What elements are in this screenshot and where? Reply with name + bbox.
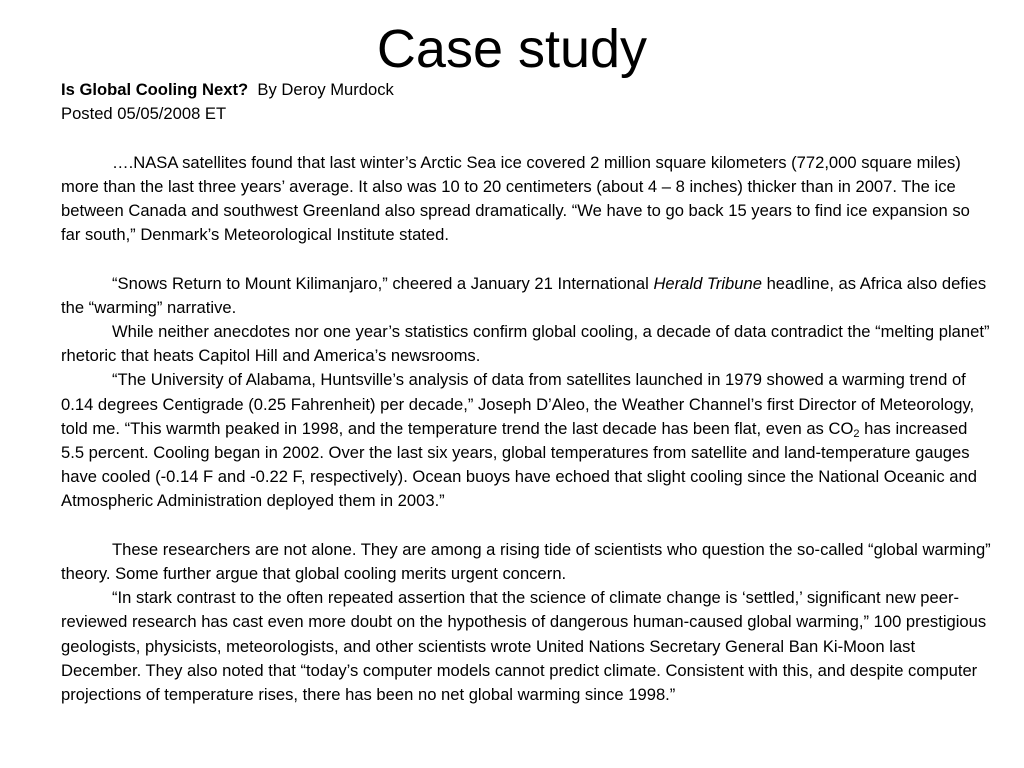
paragraph-nasa-satellites: ….NASA satellites found that last winter’s Arctic Sea ice covered 2 million square kilometers (772,000 square miles) more than the last three years’ average. It also was 10 to 20 centimeters (about 4 – 8 inches) thicker than in 2007. The ice between Canada and southwest Greenland also spread dramatically. “We have to go back 15 years to find ice expansion so far south,” Denmark’s Meteorological Institute stated. [61, 152, 970, 245]
paragraph-spacer [61, 514, 991, 538]
article-headline: Is Global Cooling Next? [61, 80, 249, 99]
paragraph-text: “Snows Return to Mount Kilimanjaro,” cheered a January 21 International [112, 273, 654, 293]
paragraph-researchers: These researchers are not alone. They are among a rising tide of scientists who question the so-called “global warming” theory. Some further argue that global cooling merits urgent concern. [61, 539, 991, 584]
article-header-line [61, 78, 991, 102]
paragraph-anecdotes: While neither anecdotes nor one year’s statistics confirm global cooling, a decade of data contradict the “melting planet” rhetoric that heats Capitol Hill and America’s newsrooms. [61, 322, 990, 366]
co2-subscript: 2 [853, 427, 860, 440]
article-byline: By Deroy Murdock [248, 80, 394, 99]
article-body [61, 78, 991, 707]
paragraph-spacer [61, 126, 991, 150]
paragraph-text: “The University of Alabama, Huntsville’s analysis of data from satellites launched in 1979 showed a warming trend of 0.14 degrees Centigrade (0.25 Fahrenheit) per decade,” Joseph D’Aleo, the Weather Channel’s first Director of Meteorology, told me. “This warmth peaked in 1998, and the temperature trend the last decade has been flat, even as CO [61, 370, 975, 438]
paragraph-text: headline, as Africa also defies the “warming” narrative. [61, 273, 987, 317]
slide-title: Case study [376, 19, 648, 79]
paragraph-kilimanjaro [61, 272, 991, 320]
paragraph-stark-contrast: “In stark contrast to the often repeated assertion that the science of climate change is ‘settled,’ significant new peer-reviewed research has cast even more doubt on the hypothesis of dangerous human-caused global warming,” 100 prestigious geologists, physicists, meteorologists, and other scientists wrote United Nations Secretary General Ban Ki-Moon last December. They also noted that “today’s computer models cannot predict climate. Consistent with this, and despite computer projections of temperature rises, there has been no net global warming since 1998.” [61, 588, 987, 705]
paragraph-spacer [61, 247, 991, 271]
herald-tribune-italic: Herald Tribune [653, 273, 762, 293]
paragraph-alabama-analysis [61, 368, 991, 513]
article-posted-date: Posted 05/05/2008 ET [61, 104, 227, 124]
paragraph-text: has increased 5.5 percent. Cooling began in 2002. Over the last six years, global temperatures from satellite and land-temperature gauges have cooled (-0.14 F and -0.22 F, respectively). Ocean buoys have echoed that slight cooling since the National Oceanic and Atmospheric Administration deployed them in 2003.” [61, 418, 977, 511]
